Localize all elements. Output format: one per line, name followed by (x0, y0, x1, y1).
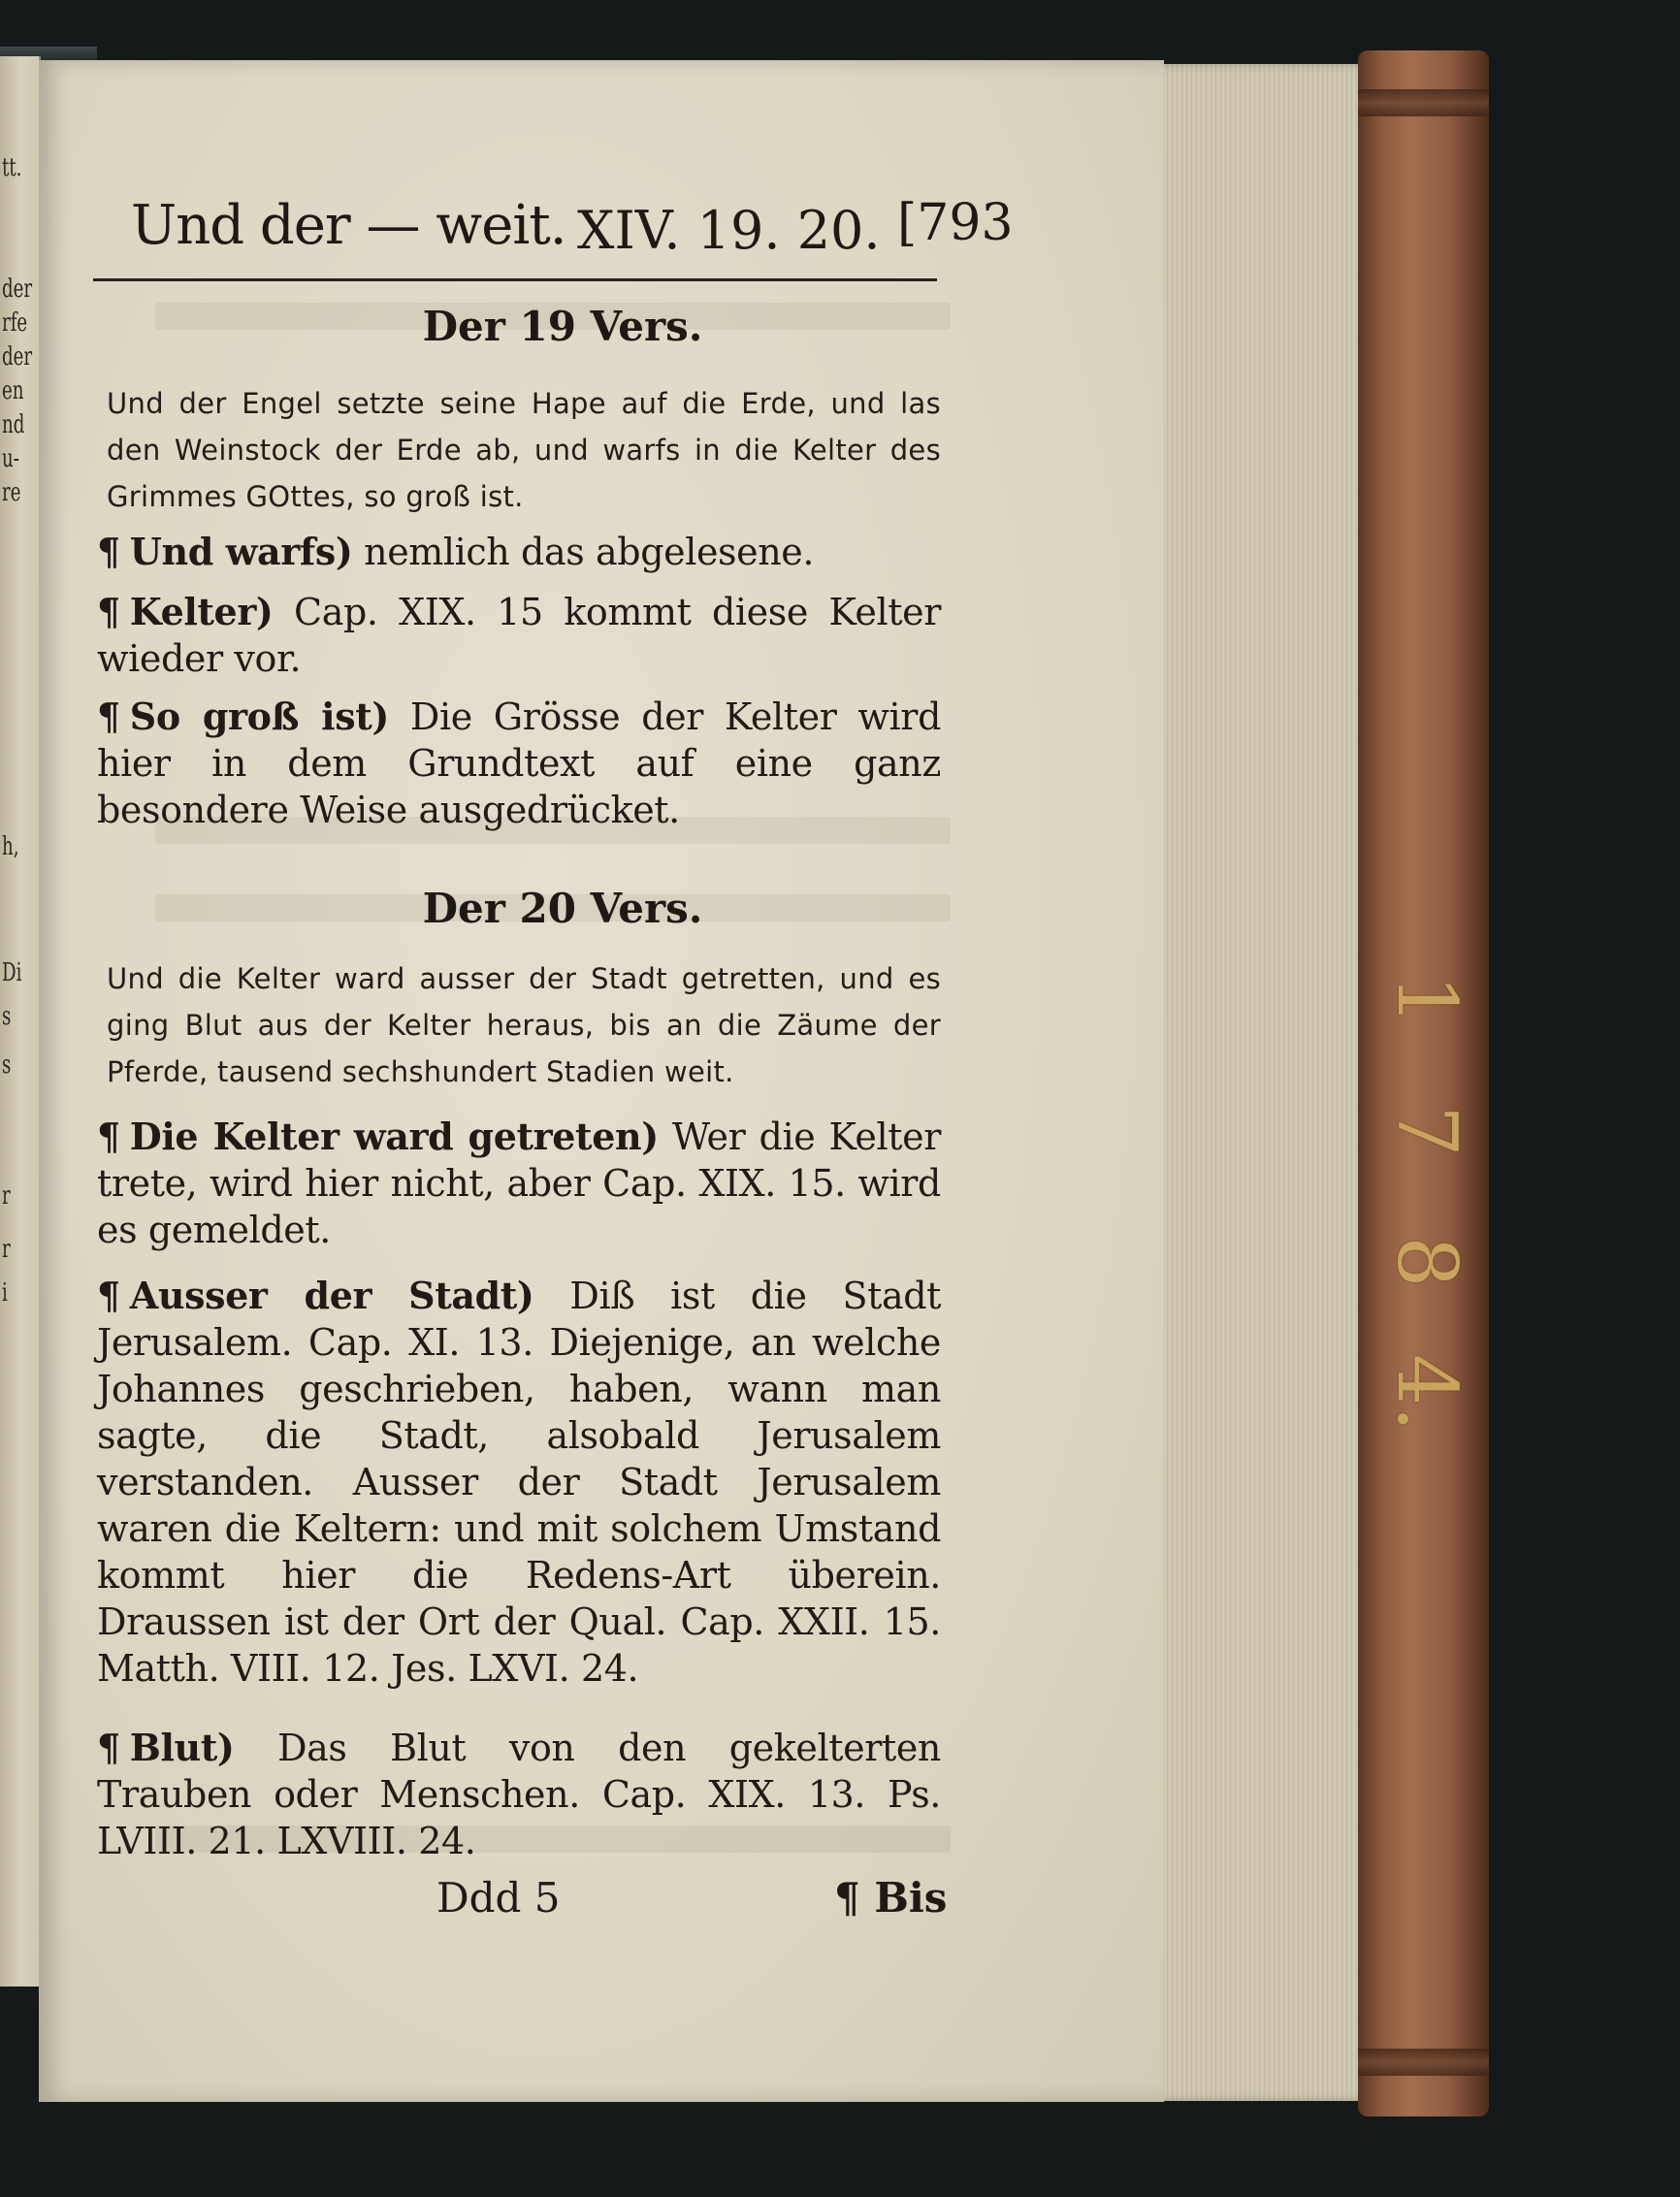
left-fragment: s (2, 1002, 12, 1031)
book-spine (1358, 50, 1489, 2116)
verse-20-text: Und die Kelter ward ausser der Stadt getretten, und es ging Blut aus der Kelter heraus, bis an die Zäume der Pferde, tausend sechshundert Stadien weit. (107, 962, 941, 1088)
pilcrow-mark: ¶ (97, 1274, 120, 1317)
left-fragment: Di (2, 958, 22, 987)
left-fragment: r (2, 1181, 11, 1211)
left-fragment: i (2, 1278, 8, 1308)
spine-digit: 8 (1379, 1236, 1474, 1288)
header-rule (93, 278, 937, 281)
left-fragment: s (2, 1050, 12, 1080)
spine-digit: 4. (1379, 1353, 1474, 1433)
left-fragment: rfe (2, 308, 28, 338)
spine-digit: 7 (1379, 1105, 1474, 1157)
note-lemma: So groß ist) (129, 695, 389, 738)
page-number: [793 (897, 194, 1014, 252)
chapter-reference: XIV. 19. 20. (577, 200, 881, 261)
left-fragment: re (2, 478, 21, 507)
page-header (92, 194, 1014, 272)
left-fragment: tt. (2, 153, 22, 182)
left-fragment: r (2, 1235, 11, 1264)
left-fragment: nd (2, 410, 25, 439)
note-text: Wer die Kelter trete, wird hier nicht, aber Cap. XIX. 15. wird es gemeldet. (97, 1115, 941, 1251)
pilcrow-mark: ¶ (97, 590, 120, 633)
verse-19-text: Und der Engel setzte seine Hape auf die Erde, und las den Weinstock der Erde ab, und warfs in die Kelter des Grimmes GOttes, so groß ist. (107, 387, 941, 513)
note (97, 529, 941, 575)
verse-20-title: Der 20 Vers. (422, 885, 703, 932)
spine-digit: 1 (1379, 974, 1474, 1026)
note-text: Cap. XIX. 15 kommt diese Kelter wieder vor. (97, 591, 941, 680)
note-lemma: Und warfs) (129, 530, 353, 573)
pilcrow-mark: ¶ (97, 530, 120, 573)
note (97, 1114, 941, 1253)
signature-mark: Ddd 5 (436, 1874, 561, 1922)
left-fragment: h, (2, 832, 19, 861)
note (97, 694, 941, 833)
note-lemma: Blut) (129, 1726, 235, 1769)
note-text: Die Grösse der Kelter wird hier in dem Grundtext auf eine ganz besondere Weise ausgedrücket. (97, 695, 941, 831)
note (97, 1725, 941, 1864)
note-text: Diß ist die Stadt Jerusalem. Cap. XI. 13. Diejenige, an welche Johannes geschrieben, haben, wann man sagte, die Stadt, alsobald Jerusalem verstanden. Ausser der Stadt Jerusalem waren die Keltern: und mit solchem Umstand kommt hier die Redens-Art überein. Draussen ist der Ort der Qual. Cap. XXII. 15. Matth. VIII. 12. Jes. LXVI. 24. (97, 1275, 941, 1690)
pilcrow-mark: ¶ (97, 1115, 120, 1158)
spine-band (1358, 89, 1489, 116)
note-text: Das Blut von den gekelterten Trauben oder Menschen. Cap. XIX. 13. Ps. LVIII. 21. LXVIII. 24. (97, 1727, 941, 1862)
catchword: ¶ Bis (834, 1874, 948, 1922)
running-title: Und der — weit. (131, 194, 566, 257)
note-lemma: Die Kelter ward getreten) (129, 1115, 659, 1158)
left-fragment: en (2, 376, 24, 405)
pilcrow-mark: ¶ (97, 695, 120, 738)
note-lemma: Ausser der Stadt) (129, 1274, 534, 1317)
note-text: nemlich das abgelesene. (352, 531, 815, 573)
note (97, 589, 941, 682)
spine-year (1366, 953, 1482, 1515)
left-fragment: der (2, 275, 33, 304)
note (97, 1273, 941, 1692)
left-fragment: der (2, 342, 33, 372)
verse-19-title: Der 19 Vers. (422, 303, 703, 350)
note-lemma: Kelter) (129, 590, 274, 633)
page-block-edges (1149, 64, 1368, 2101)
left-fragment: u- (2, 444, 19, 473)
spine-band (1358, 2049, 1489, 2076)
pilcrow-mark: ¶ (97, 1726, 120, 1769)
